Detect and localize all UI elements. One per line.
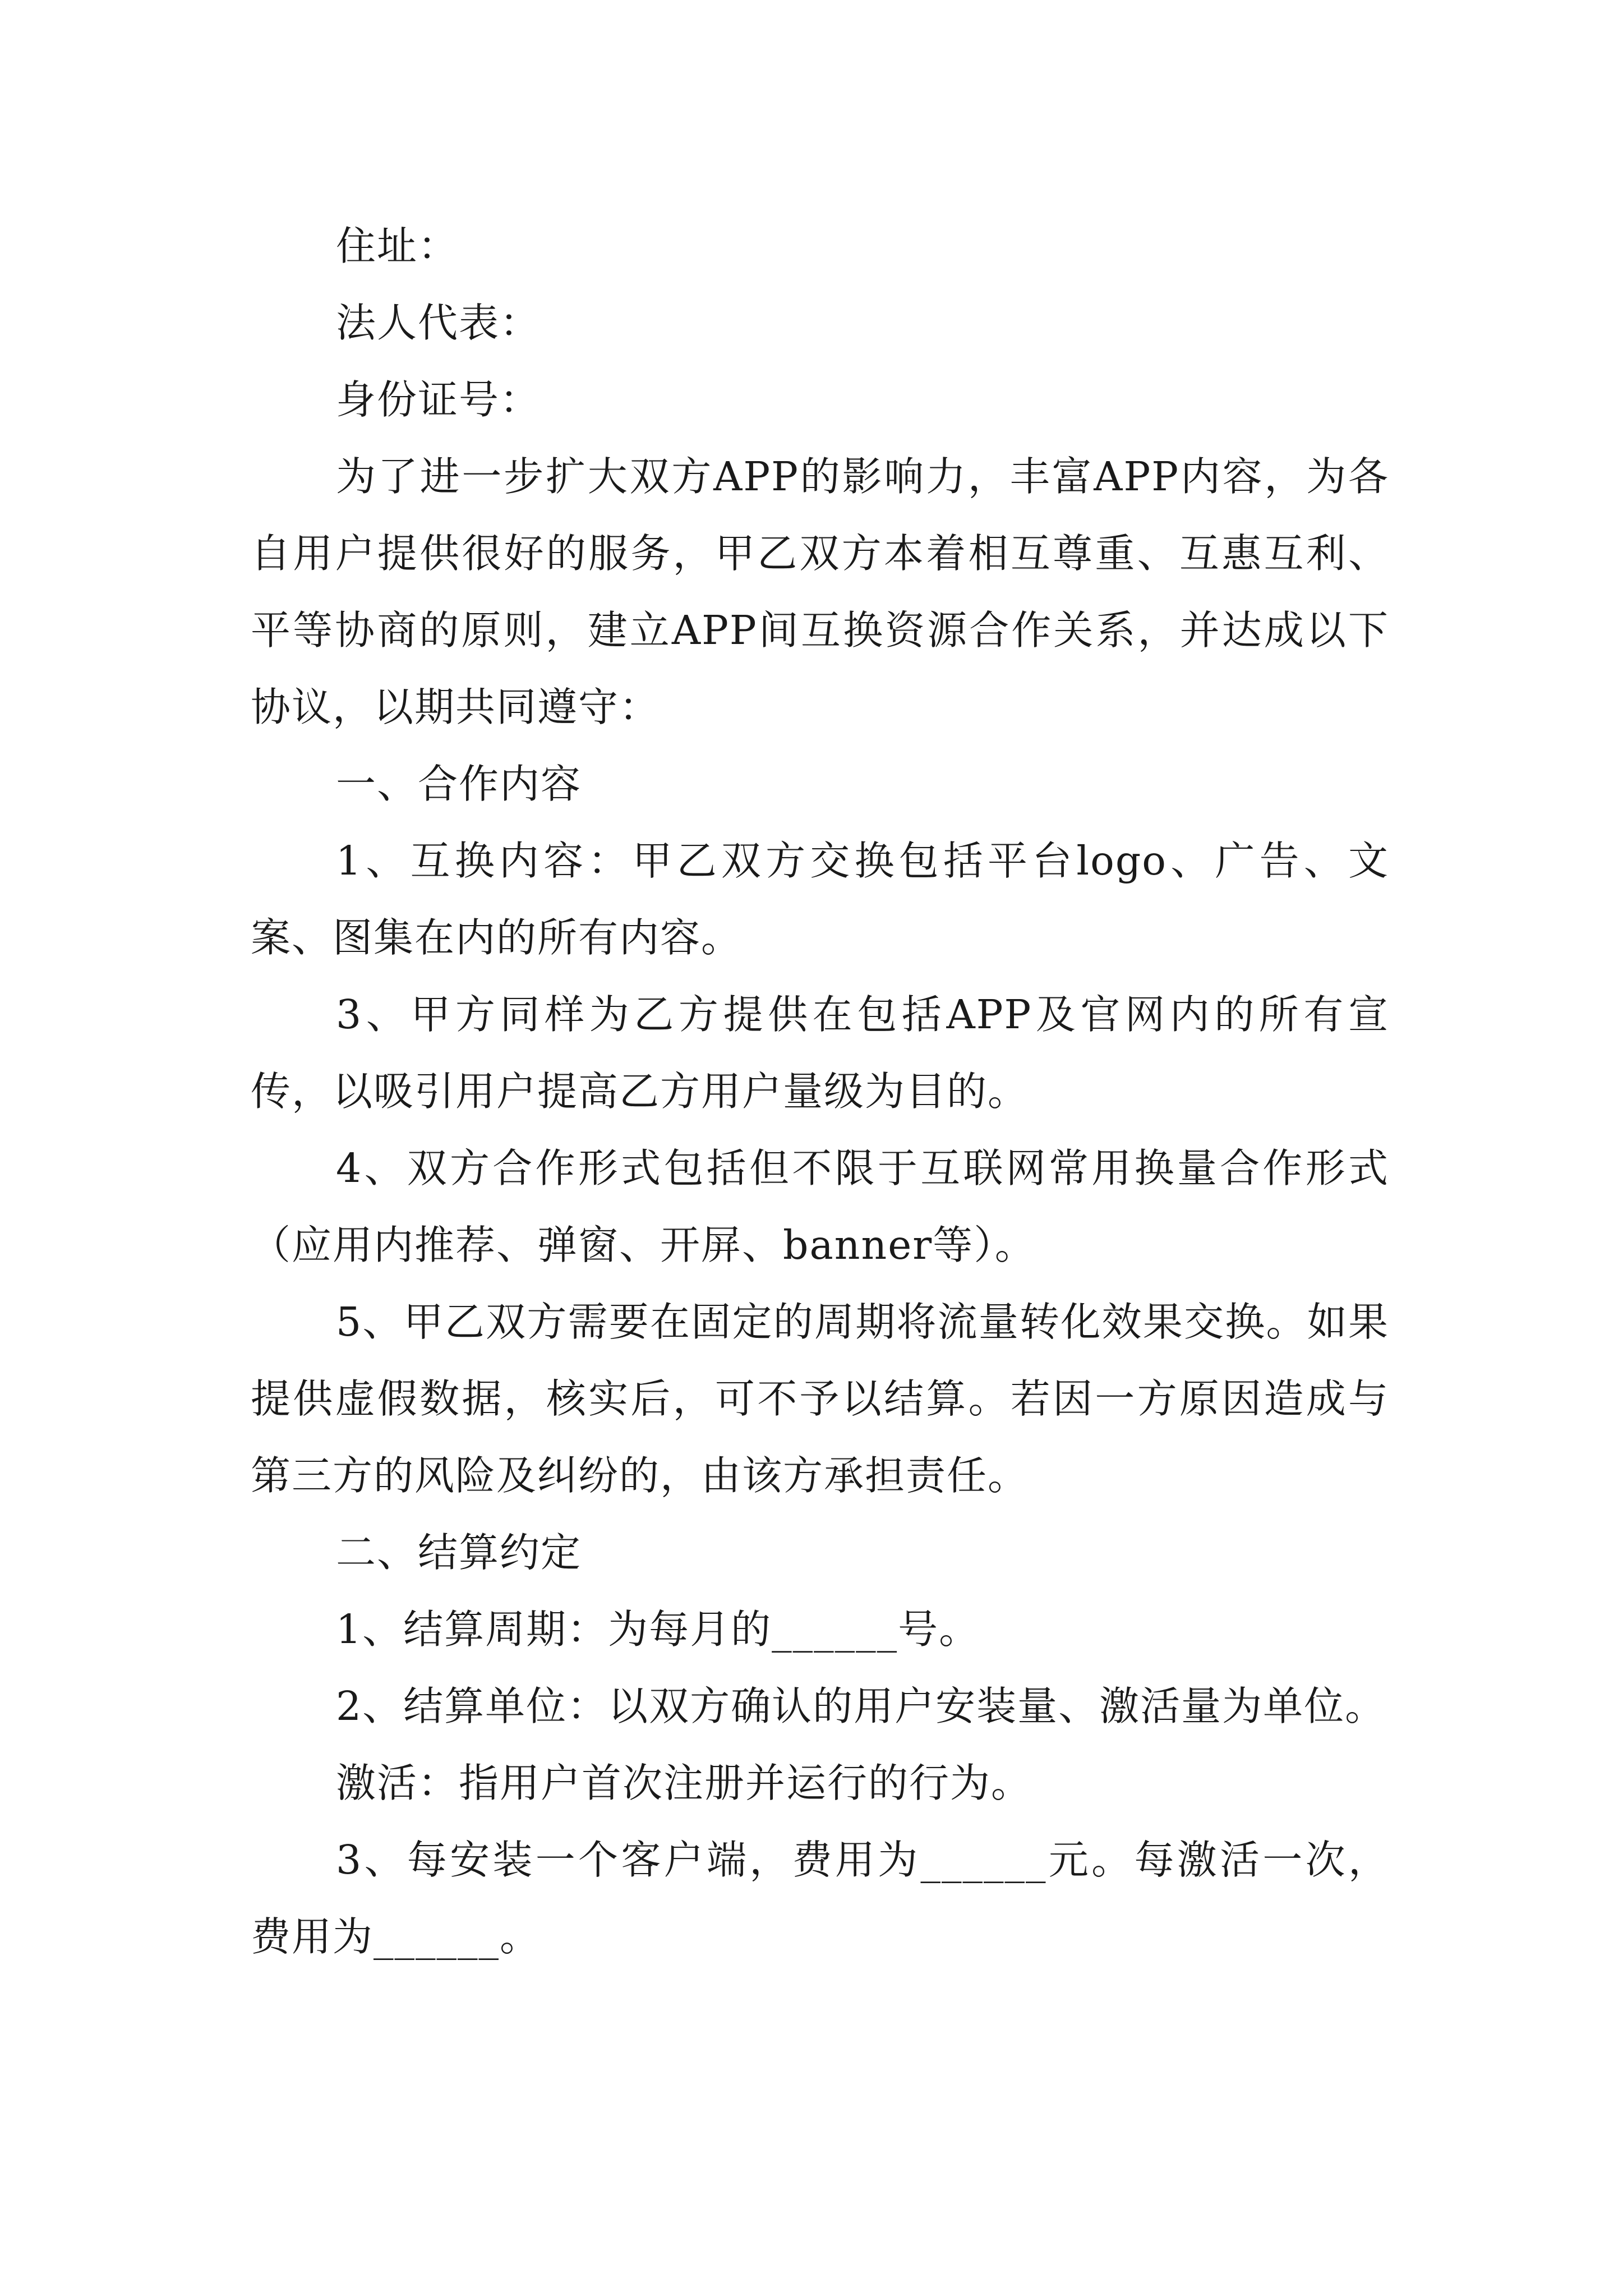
preamble-paragraph: 为了进一步扩大双方APP的影响力，丰富APP内容，为各自用户提供很好的服务，甲乙双方本着相互尊重、互惠互利、平等协商的原则，建立APP间互换资源合作关系，并达成以下协议，以期共同遵守： xyxy=(251,453,1389,730)
section-heading-settlement: 二、结算约定 xyxy=(336,1529,582,1576)
clause-traffic-exchange: 5、甲乙双方需要在固定的周期将流量转化效果交换。如果提供虚假数据，核实后，可不予以结算。若因一方原因造成与第三方的风险及纠纷的，由该方承担责任。 xyxy=(251,1299,1389,1499)
section-heading-cooperation: 一、合作内容 xyxy=(336,761,582,807)
address-line: 住址： xyxy=(336,223,459,269)
legal-representative-line: 法人代表： xyxy=(336,300,541,346)
clause-settlement-period: 1、结算周期：为每月的______号。 xyxy=(336,1606,980,1653)
clause-exchange-content: 1、互换内容：甲乙双方交换包括平台logo、广告、文案、图集在内的所有内容。 xyxy=(251,838,1389,961)
clause-settlement-unit: 2、结算单位：以双方确认的用户安装量、激活量为单位。 xyxy=(336,1683,1386,1729)
clause-cooperation-forms: 4、双方合作形式包括但不限于互联网常用换量合作形式（应用内推荐、弹窗、开屏、banner等）。 xyxy=(251,1145,1389,1268)
clause-party-a-promotion: 3、甲方同样为乙方提供在包括APP及官网内的所有宣传，以吸引用户提高乙方用户量级为目的。 xyxy=(251,991,1389,1115)
activation-definition: 激活：指用户首次注册并运行的行为。 xyxy=(336,1760,1032,1806)
id-number-line: 身份证号： xyxy=(336,376,541,423)
clause-fees: 3、每安装一个客户端，费用为______元。每激活一次，费用为______。 xyxy=(251,1837,1389,1960)
document-body xyxy=(251,208,1389,1975)
